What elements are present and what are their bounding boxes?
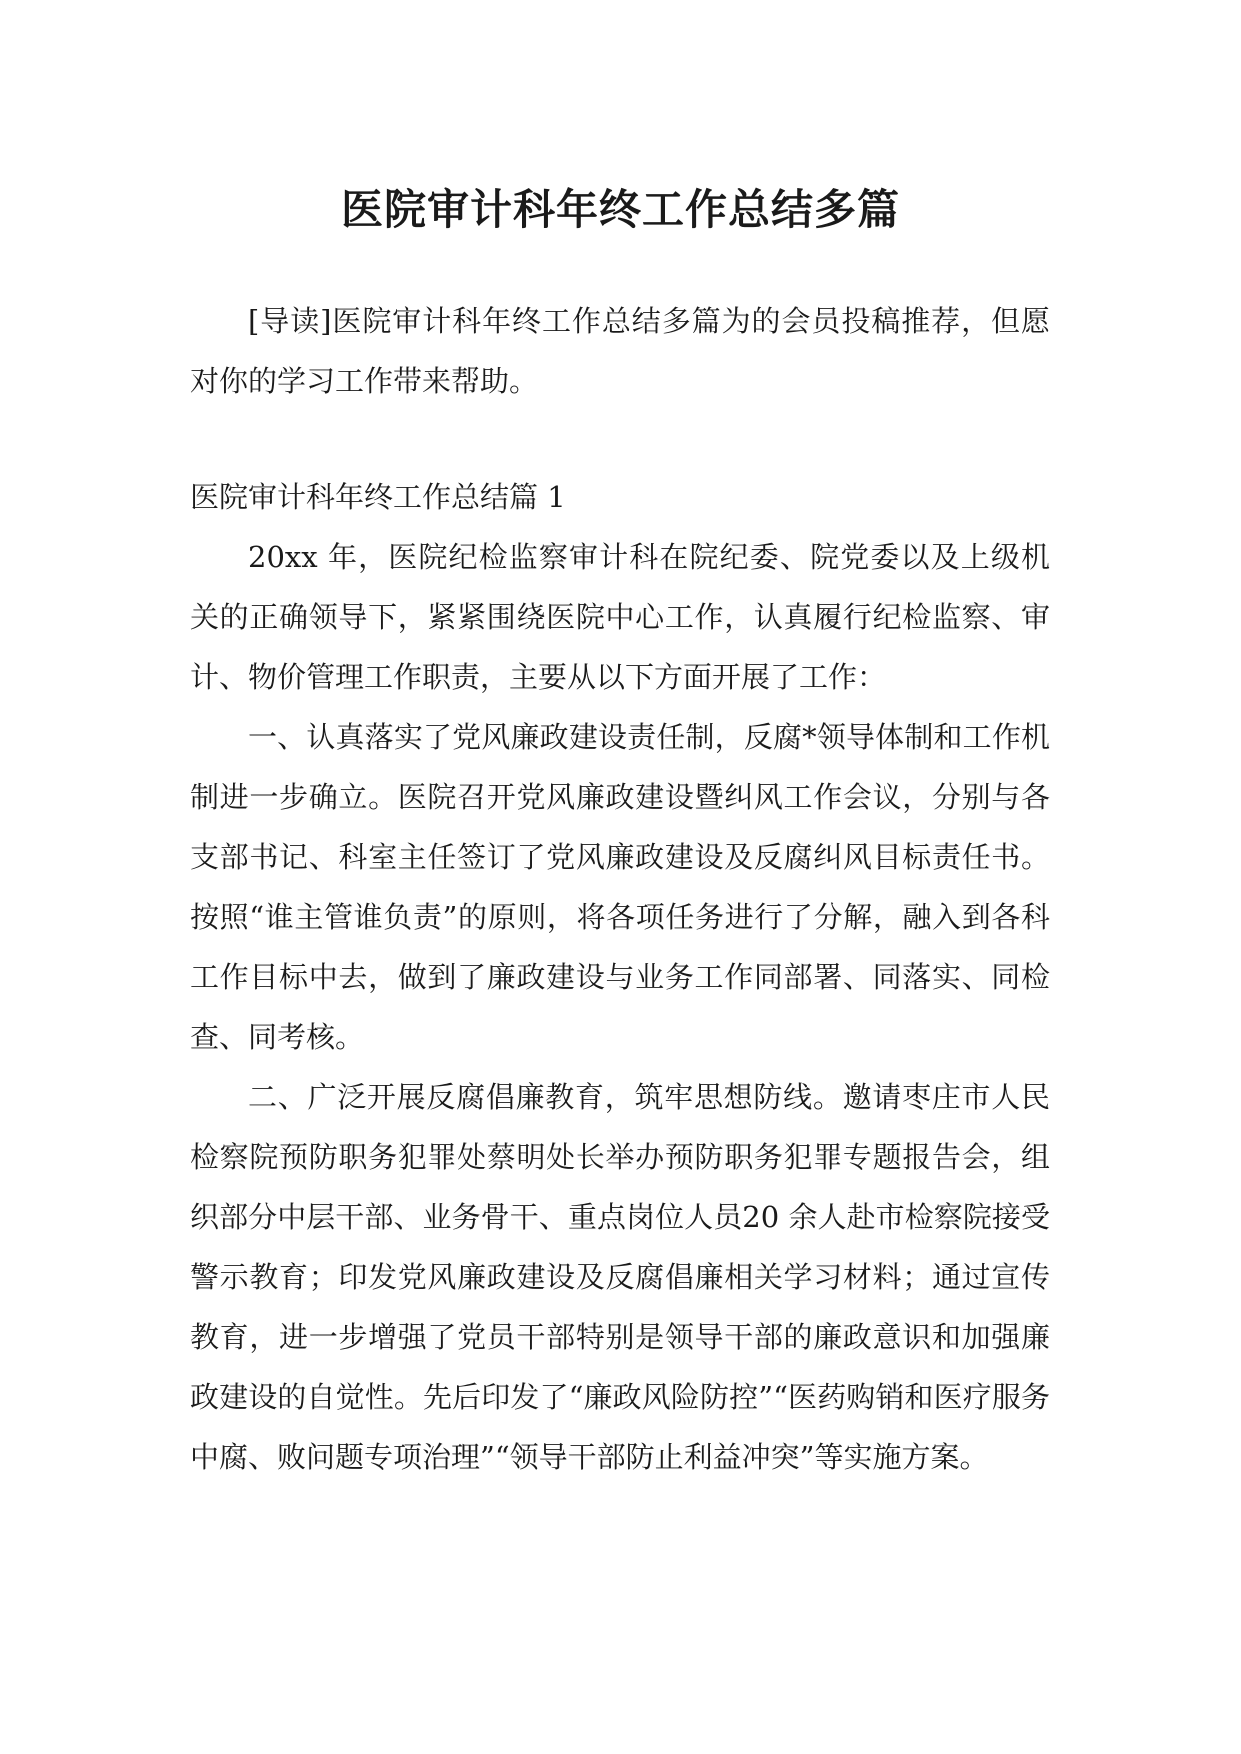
intro-paragraph: [导读]医院审计科年终工作总结多篇为的会员投稿推荐，但愿对你的学习工作带来帮助。 <box>190 304 1050 398</box>
document-title: 医院审计科年终工作总结多篇 <box>340 185 900 235</box>
body-paragraph-1: 20xx 年，医院纪检监察审计科在院纪委、院党委以及上级机关的正确领导下，紧紧围绕医院中心工作，认真履行纪检监察、审计、物价管理工作职责，主要从以下方面开展了工作： <box>190 540 1050 694</box>
document-body <box>190 291 1050 1487</box>
section-heading: 医院审计科年终工作总结篇 1 <box>190 480 566 514</box>
body-paragraph-2: 一、认真落实了党风廉政建设责任制，反腐*领导体制和工作机制进一步确立。医院召开党风廉政建设暨纠风工作会议，分别与各支部书记、科室主任签订了党风廉政建设及反腐纠风目标责任书。按照“谁主管谁负责”的原则，将各项任务进行了分解，融入到各科工作目标中去，做到了廉政建设与业务工作同部署、同落实、同检查、同考核。 <box>190 720 1050 1054</box>
body-paragraph-3: 二、广泛开展反腐倡廉教育，筑牢思想防线。邀请枣庄市人民检察院预防职务犯罪处蔡明处长举办预防职务犯罪专题报告会，组织部分中层干部、业务骨干、重点岗位人员20 余人赴市检察院接受警示教育；印发党风廉政建设及反腐倡廉相关学习材料；通过宣传教育，进一步增强了党员干部特别是领导干部的廉政意识和加强廉政建设的自觉性。先后印发了“廉政风险防控”“医药购销和医疗服务中腐、败问题专项治理”“领导干部防止利益冲突”等实施方案。 <box>190 1080 1050 1474</box>
